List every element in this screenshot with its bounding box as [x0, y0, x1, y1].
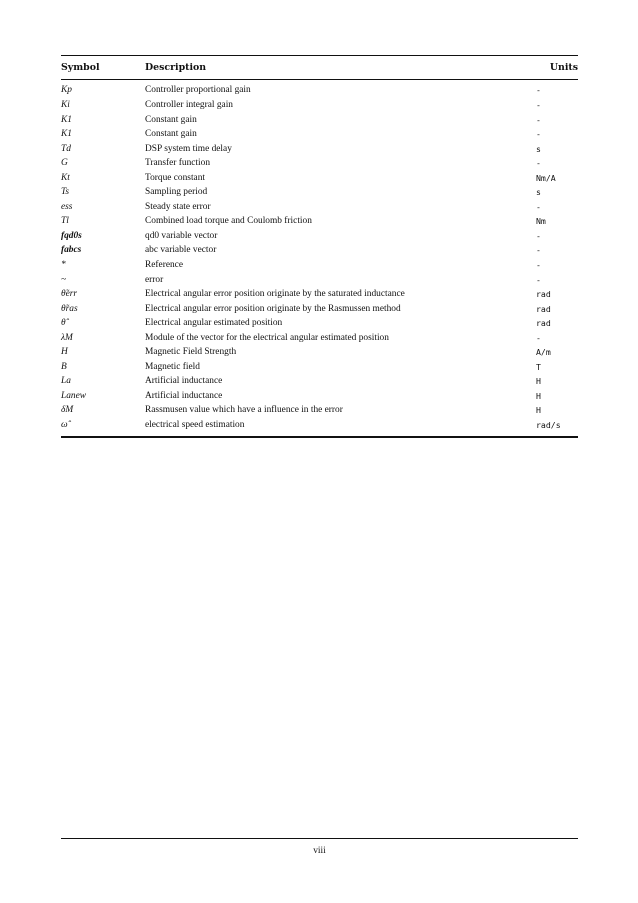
row-symbol: θ̃ras — [61, 303, 78, 314]
row-description: Controller proportional gain — [145, 85, 251, 96]
row-description: error — [145, 274, 164, 285]
table-row — [61, 316, 578, 331]
row-symbol: λM — [61, 332, 73, 343]
row-description: Rassmusen value which have a influence in the error — [145, 405, 343, 416]
row-units: - — [536, 129, 541, 140]
table-row — [61, 330, 578, 345]
row-units: H — [536, 405, 541, 416]
row-symbol: Kt — [61, 172, 70, 183]
header-description: Description — [145, 62, 207, 74]
row-units: T — [536, 361, 541, 372]
table-row — [61, 243, 578, 258]
table-row — [61, 98, 578, 113]
row-description: Artificial inductance — [145, 390, 223, 401]
table-row — [61, 258, 578, 273]
row-units: Nm/A — [536, 172, 556, 183]
row-description: Magnetic field — [145, 361, 200, 372]
row-units: - — [536, 85, 541, 96]
table-row — [61, 200, 578, 215]
row-description: Reference — [145, 260, 183, 271]
row-symbol: H — [61, 347, 68, 358]
row-symbol: K1 — [61, 129, 72, 140]
row-description: Torque constant — [145, 172, 206, 183]
table-row — [61, 141, 578, 156]
row-units: - — [536, 230, 541, 241]
row-description: Constant gain — [145, 114, 197, 125]
row-description: electrical speed estimation — [145, 420, 245, 431]
row-symbol: Ki — [61, 100, 70, 110]
row-symbol: La — [61, 376, 71, 387]
row-units: Nm — [536, 216, 546, 227]
row-description: abc variable vector — [145, 245, 217, 256]
row-description: Sampling period — [145, 187, 208, 198]
row-units: - — [536, 260, 541, 271]
table-row — [61, 287, 578, 302]
row-units: - — [536, 100, 541, 110]
row-symbol: Lanew — [61, 390, 87, 401]
table-row — [61, 389, 578, 404]
row-units: s — [536, 187, 541, 198]
row-units: - — [536, 114, 541, 125]
row-units: - — [536, 332, 541, 343]
table-row — [61, 229, 578, 244]
row-units: - — [536, 245, 541, 256]
footer-rule — [61, 838, 578, 839]
table-row — [61, 185, 578, 200]
row-symbol: δM — [61, 405, 74, 416]
row-symbol: ~ — [61, 274, 67, 285]
row-units: - — [536, 274, 541, 285]
row-description: Combined load torque and Coulomb friction — [145, 216, 312, 227]
row-description: Controller integral gain — [145, 100, 233, 110]
row-units: s — [536, 143, 541, 154]
row-units: H — [536, 390, 541, 401]
table-row — [61, 127, 578, 142]
table-bottom-rule — [61, 436, 578, 437]
table-body — [61, 80, 578, 436]
table-row — [61, 403, 578, 418]
table-header-row — [61, 56, 578, 79]
row-units: rad — [536, 303, 551, 314]
row-units: rad — [536, 289, 551, 300]
row-symbol: * — [61, 260, 66, 271]
table-row — [61, 418, 578, 433]
header-units: Units — [549, 62, 578, 74]
row-symbol: Tl — [61, 216, 69, 227]
row-symbol: ess — [61, 201, 73, 212]
row-symbol: θ̃err — [61, 289, 78, 300]
row-units: rad/s — [536, 420, 561, 431]
row-symbol: θ̂ — [61, 318, 66, 329]
row-description: Steady state error — [145, 201, 211, 212]
row-symbol: Ts — [61, 187, 70, 198]
row-description: qd0 variable vector — [145, 230, 218, 241]
row-units: A/m — [536, 347, 551, 358]
row-symbol: G — [61, 158, 68, 169]
row-units: - — [536, 201, 541, 212]
table-row — [61, 360, 578, 375]
row-description: Constant gain — [145, 129, 197, 140]
table-row — [61, 83, 578, 98]
row-description: Magnetic Field Strength — [145, 347, 237, 358]
table-row — [61, 374, 578, 389]
row-description: DSP system time delay — [145, 143, 232, 154]
nomenclature-table — [61, 55, 578, 438]
table-row — [61, 112, 578, 127]
row-description: Electrical angular estimated position — [145, 318, 283, 329]
row-description: Transfer function — [145, 158, 211, 169]
row-units: - — [536, 158, 541, 169]
row-symbol: fqd0s — [61, 230, 82, 241]
row-units: rad — [536, 318, 551, 329]
row-description: Module of the vector for the electrical angular estimated position — [145, 332, 389, 343]
page-footer — [61, 838, 578, 856]
table-row — [61, 214, 578, 229]
row-description: Electrical angular error position originate by the Rasmussen method — [145, 303, 401, 314]
table-row — [61, 156, 578, 171]
row-symbol: Kp — [61, 85, 72, 96]
header-symbol: Symbol — [61, 62, 100, 74]
row-symbol: Td — [61, 143, 71, 154]
table-row — [61, 272, 578, 287]
table-row — [61, 301, 578, 316]
row-description: Electrical angular error position originate by the saturated inductance — [145, 289, 405, 300]
row-units: H — [536, 376, 541, 387]
row-description: Artificial inductance — [145, 376, 223, 387]
row-symbol: K1 — [61, 114, 72, 125]
table-row — [61, 345, 578, 360]
row-symbol: B — [61, 361, 67, 372]
page-number: viii — [313, 845, 326, 856]
row-symbol: fabcs — [61, 245, 82, 256]
table-row — [61, 170, 578, 185]
row-symbol: ω̂ — [61, 420, 68, 431]
